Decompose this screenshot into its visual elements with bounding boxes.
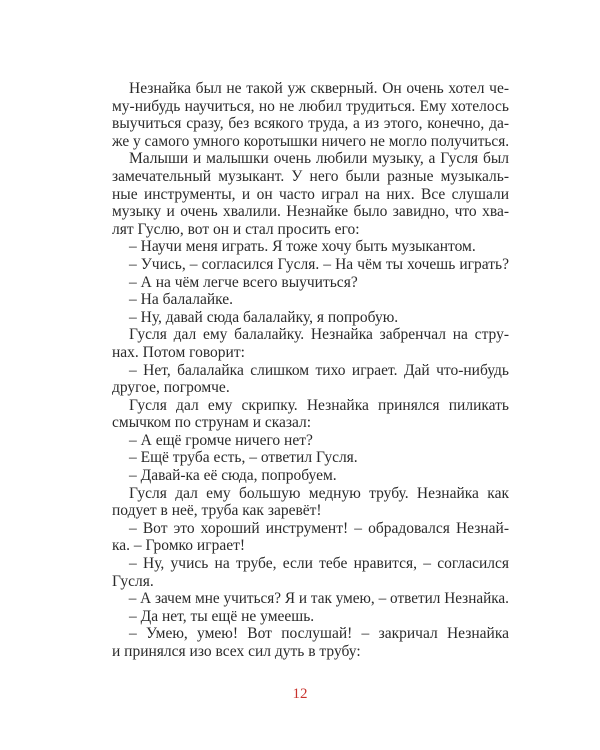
text-line: – Нет, балалайка слишком тихо играет. Дай что-нибудь — [129, 361, 509, 379]
text-line: – На балалайке. — [129, 291, 234, 309]
text-line: – Умею, умею! Вот послушай! – закричал Незнайка — [129, 625, 509, 643]
text-line: – А на чём легче всего выучиться? — [129, 273, 358, 291]
text-line: Малыши и малышки очень любили музыку, а Гусля был — [129, 150, 509, 168]
text-line: – Ну, давай сюда балалайку, я попробую. — [129, 308, 399, 326]
text-line: же у самого умного коротышки ничего не могло получиться. — [112, 132, 510, 150]
text-line: – А ещё громче ничего нет? — [129, 431, 313, 449]
text-line: нах. Потом говорит: — [112, 343, 245, 361]
text-line: Гусля дал ему балалайку. Незнайка забренчал на стру- — [129, 326, 509, 344]
text-line: другое, погромче. — [112, 379, 230, 397]
text-line: му-нибудь научиться, но не любил трудиться. Ему хотелось — [112, 97, 509, 115]
text-line: – Научи меня играть. Я тоже хочу быть музыкантом. — [129, 238, 476, 256]
page-body-text — [112, 80, 509, 661]
text-line: лят Гуслю, вот он и стал просить его: — [112, 220, 360, 238]
text-line: – А зачем мне учиться? Я и так умею, – ответил Незнайка. — [128, 590, 509, 608]
text-line: – Да нет, ты ещё не умеешь. — [129, 607, 315, 625]
text-line: Гусля дал ему скрипку. Незнайка принялся пиликать — [129, 396, 509, 414]
text-line: – Ну, учись на трубе, если тебе нравится, – согласился — [129, 555, 509, 573]
text-line: замечательный музыкант. У него были разные музыкаль- — [112, 167, 509, 185]
text-line: выучиться сразу, без всякого труда, а из этого, конечно, да- — [112, 115, 509, 133]
text-line: Гусля. — [112, 572, 154, 590]
text-line: – Давай-ка её сюда, попробуем. — [129, 467, 337, 485]
text-line: ка. – Громко играет! — [112, 537, 246, 555]
text-line: – Учись, – согласился Гусля. – На чём ты хочешь играть? — [129, 255, 509, 273]
text-line: и принялся изо всех сил дуть в трубу: — [112, 643, 361, 660]
text-line: ные инструменты, и он часто играл на них. Все слушали — [112, 185, 509, 203]
text-line: Незнайка был не такой уж скверный. Он очень хотел че- — [129, 80, 509, 97]
page-number: 12 — [292, 686, 308, 702]
text-line: смычком по струнам и сказал: — [112, 414, 312, 432]
text-line: – Ещё труба есть, – ответил Гусля. — [129, 449, 358, 467]
text-line: подует в неё, труба как заревёт! — [112, 502, 322, 520]
text-line: Гусля дал ему большую медную трубу. Незнайка как — [129, 484, 509, 502]
text-line: музыку и очень хвалили. Незнайке было завидно, что хва- — [112, 203, 509, 221]
text-line: – Вот это хороший инструмент! – обрадовался Незнай- — [129, 519, 509, 537]
